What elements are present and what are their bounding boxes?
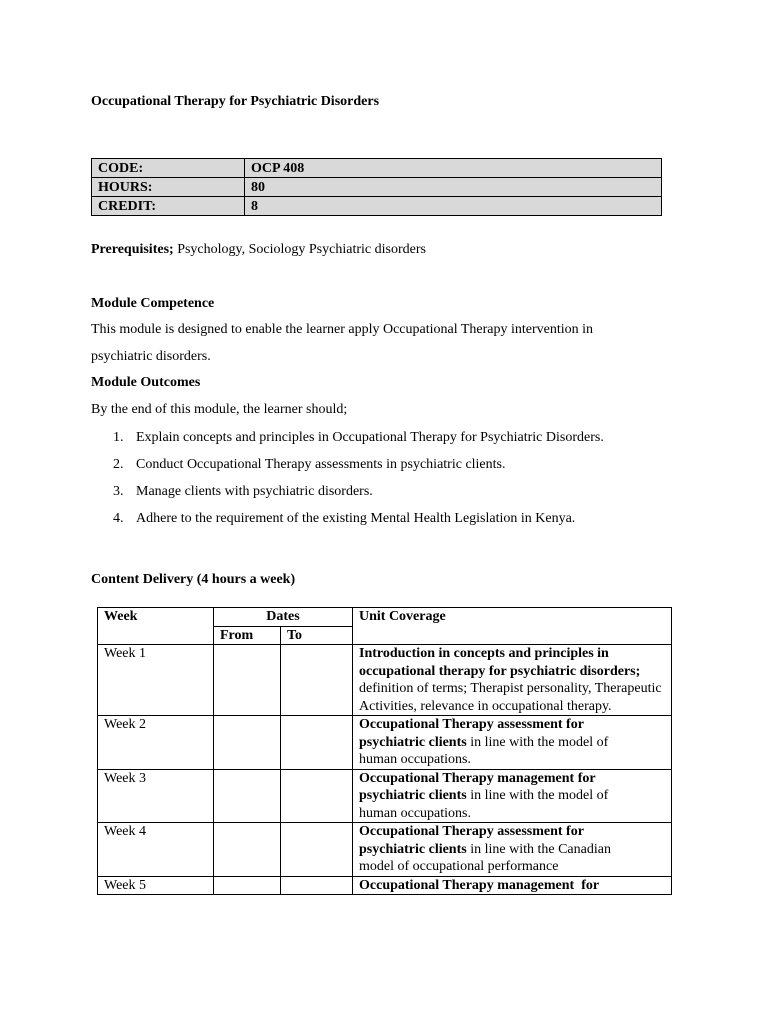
hours-row bbox=[92, 178, 662, 197]
course-info-table bbox=[91, 158, 662, 216]
week-cell: Week 1 bbox=[98, 645, 214, 716]
week-header: Week bbox=[98, 608, 214, 645]
document-title: Occupational Therapy for Psychiatric Disorders bbox=[91, 94, 380, 109]
from-cell bbox=[214, 823, 281, 877]
list-item: 2. Conduct Occupational Therapy assessments in psychiatric clients. bbox=[113, 457, 506, 472]
prerequisites-label: Prerequisites; bbox=[91, 242, 174, 257]
competence-line-2: psychiatric disorders. bbox=[91, 349, 211, 364]
to-cell bbox=[281, 823, 353, 877]
to-cell bbox=[281, 876, 353, 895]
credit-label: CREDIT: bbox=[92, 197, 245, 216]
from-cell bbox=[214, 645, 281, 716]
week-cell: Week 2 bbox=[98, 716, 214, 770]
coverage-cell: Occupational Therapy assessment for psychiatric clients in line with the model of human occupations. bbox=[353, 716, 672, 770]
coverage-cell: Introduction in concepts and principles in occupational therapy for psychiatric disorders; definition of terms; Therapist personality, Therapeutic Activities, relevance in occupational therapy. bbox=[353, 645, 672, 716]
list-item: 4. Adhere to the requirement of the existing Mental Health Legislation in Kenya. bbox=[113, 511, 576, 526]
content-delivery-heading: Content Delivery (4 hours a week) bbox=[91, 572, 296, 587]
week-cell: Week 4 bbox=[98, 823, 214, 877]
credit-value: 8 bbox=[245, 197, 662, 216]
hours-value: 80 bbox=[245, 178, 662, 197]
list-item: 1. Explain concepts and principles in Occupational Therapy for Psychiatric Disorders. bbox=[113, 430, 604, 445]
dates-header: Dates bbox=[214, 608, 353, 627]
competence-line-1: This module is designed to enable the learner apply Occupational Therapy intervention in bbox=[91, 322, 594, 337]
table-row bbox=[98, 769, 672, 823]
to-header: To bbox=[281, 626, 353, 645]
outcomes-heading: Module Outcomes bbox=[91, 375, 201, 390]
to-cell bbox=[281, 769, 353, 823]
table-row bbox=[98, 716, 672, 770]
prerequisites bbox=[91, 242, 426, 258]
hours-label: HOURS: bbox=[92, 178, 245, 197]
to-cell bbox=[281, 716, 353, 770]
table-row bbox=[98, 645, 672, 716]
competence-heading: Module Competence bbox=[91, 296, 215, 311]
credit-row bbox=[92, 197, 662, 216]
list-item: 3. Manage clients with psychiatric disorders. bbox=[113, 484, 373, 499]
from-cell bbox=[214, 769, 281, 823]
week-cell: Week 3 bbox=[98, 769, 214, 823]
coverage-header: Unit Coverage bbox=[353, 608, 672, 645]
from-cell bbox=[214, 716, 281, 770]
coverage-cell: Occupational Therapy management for bbox=[353, 876, 672, 895]
prerequisites-text: Psychology, Sociology Psychiatric disorders bbox=[173, 242, 426, 257]
schedule-table bbox=[97, 607, 672, 895]
header-row bbox=[98, 608, 672, 627]
to-cell bbox=[281, 645, 353, 716]
code-row bbox=[92, 159, 662, 178]
outcomes-list bbox=[91, 429, 604, 537]
table-row bbox=[98, 876, 672, 895]
from-cell bbox=[214, 876, 281, 895]
table-row bbox=[98, 823, 672, 877]
outcomes-intro: By the end of this module, the learner should; bbox=[91, 402, 348, 417]
coverage-cell: Occupational Therapy assessment for psychiatric clients in line with the Canadian model of occupational performance bbox=[353, 823, 672, 877]
code-value: OCP 408 bbox=[245, 159, 662, 178]
week-cell: Week 5 bbox=[98, 876, 214, 895]
code-label: CODE: bbox=[92, 159, 245, 178]
coverage-cell: Occupational Therapy management for psychiatric clients in line with the model of human occupations. bbox=[353, 769, 672, 823]
from-header: From bbox=[214, 626, 281, 645]
